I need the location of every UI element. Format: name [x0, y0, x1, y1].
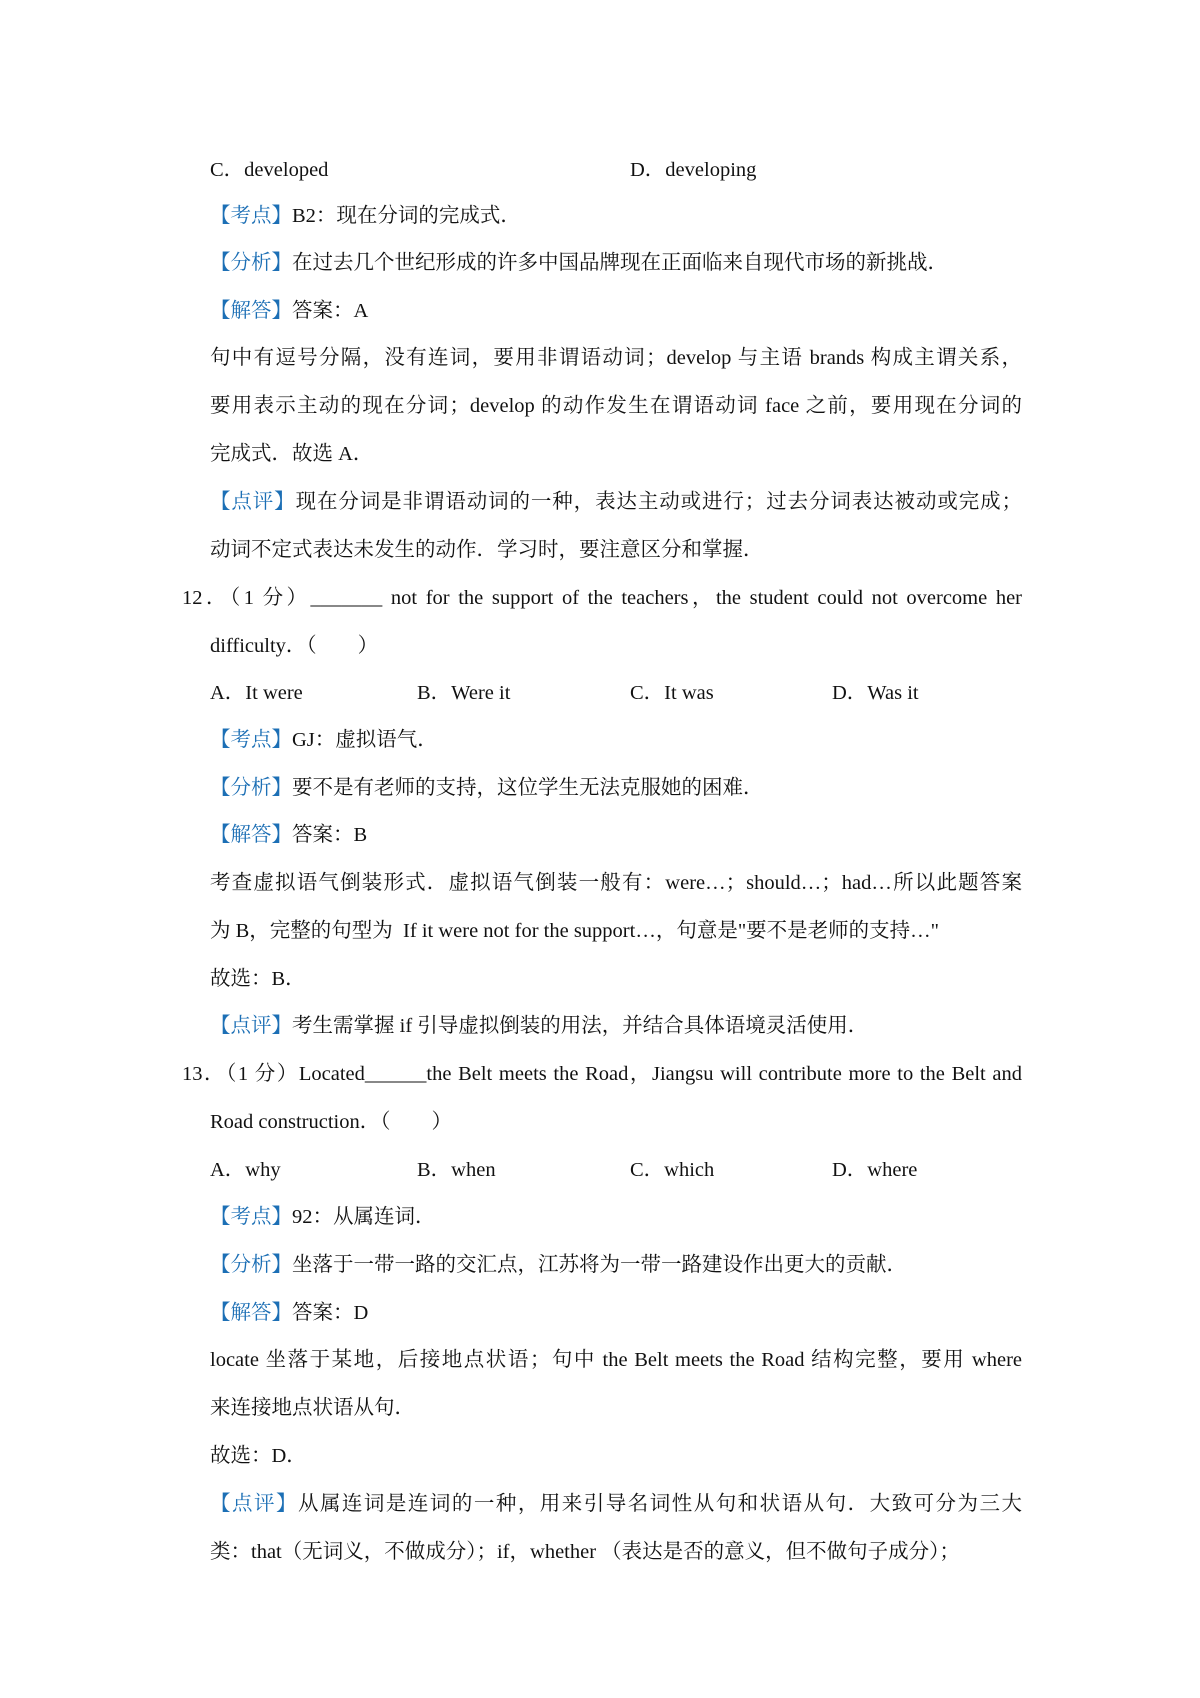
fenxi-text: 坐落于一带一路的交汇点，江苏将为一带一路建设作出更大的贡献． [292, 1254, 907, 1276]
jieda-tag: 【解答】 [210, 1302, 292, 1324]
dianping-tag: 【点评】 [210, 491, 296, 513]
fenxi-row [210, 1251, 907, 1279]
question-stem: 13．（1 分）Located______the Belt meets the Road，Jiangsu will contribute more to the Belt and [182, 1063, 1022, 1085]
kaodian-text: B2：现在分词的完成式． [292, 205, 521, 227]
question-stem: 12．（1 分）_______ not for the support of the teachers，the student could not overcome her [182, 587, 1022, 609]
fenxi-tag: 【分析】 [210, 777, 292, 799]
question-stem: Road construction．（ ） [210, 1111, 452, 1133]
option-d: D．Was it [832, 682, 919, 704]
explain-line: 故选：D． [210, 1445, 307, 1467]
dianping-line: 类：that（无词义，不做成分）；if，whether （表达是否的意义，但不做句子成分）； [210, 1541, 960, 1563]
jieda-row [210, 1299, 368, 1327]
kaodian-tag: 【考点】 [210, 205, 292, 227]
option-c: C．developed [210, 159, 329, 181]
explain-line: 完成式．故选 A． [210, 443, 374, 465]
question-stem: difficulty．（ ） [210, 635, 379, 657]
kaodian-text: GJ：虚拟语气． [292, 729, 438, 751]
kaodian-row [210, 726, 438, 754]
explain-line: locate 坐落于某地，后接地点状语；句中 the Belt meets the Road 结构完整，要用 where [210, 1349, 1022, 1371]
jieda-row [210, 821, 367, 849]
fenxi-tag: 【分析】 [210, 1254, 292, 1276]
option-c: C．which [630, 1159, 715, 1181]
option-c: C．It was [630, 682, 714, 704]
jieda-row [210, 297, 368, 325]
jieda-text: 答案：D [292, 1302, 369, 1324]
fenxi-text: 要不是有老师的支持，这位学生无法克服她的困难． [292, 777, 764, 799]
dianping-text: 从属连词是连词的一种，用来引导名词性从句和状语从句．大致可分为三大 [297, 1493, 1023, 1515]
jieda-text: 答案：B [292, 824, 368, 846]
dianping-row [210, 1012, 868, 1040]
fenxi-row [210, 249, 948, 277]
fenxi-tag: 【分析】 [210, 252, 292, 274]
option-b: B．when [417, 1159, 496, 1181]
dianping-row [210, 488, 1022, 516]
explain-line: 故选：B． [210, 968, 306, 990]
explain-line: 句中有逗号分隔，没有连词，要用非谓语动词；develop 与主语 brands 构成主谓关系， [210, 347, 1022, 369]
dianping-tag: 【点评】 [210, 1015, 292, 1037]
dianping-row [210, 1490, 1022, 1518]
option-d: D．developing [630, 159, 757, 181]
option-a: A．why [210, 1159, 281, 1181]
explain-line: 考查虚拟语气倒装形式．虚拟语气倒装一般有：were…；should…；had…所以此题答案 [210, 872, 1022, 894]
option-a: A．It were [210, 682, 303, 704]
fenxi-text: 在过去几个世纪形成的许多中国品牌现在正面临来自现代市场的新挑战． [292, 252, 948, 274]
explain-line: 为 B，完整的句型为 If it were not for the support…，句意是"要不是老师的支持…" [210, 920, 940, 942]
option-b: B．Were it [417, 682, 511, 704]
dianping-line: 动词不定式表达未发生的动作．学习时，要注意区分和掌握． [210, 539, 764, 561]
option-d: D．where [832, 1159, 918, 1181]
kaodian-text: 92：从属连词． [292, 1206, 436, 1228]
dianping-tag: 【点评】 [210, 1493, 298, 1515]
kaodian-row [210, 202, 521, 230]
dianping-text: 考生需掌握 if 引导虚拟倒装的用法，并结合具体语境灵活使用． [292, 1015, 869, 1037]
jieda-tag: 【解答】 [210, 300, 292, 322]
jieda-text: 答案：A [292, 300, 369, 322]
explain-line: 来连接地点状语从句． [210, 1397, 415, 1419]
jieda-tag: 【解答】 [210, 824, 292, 846]
kaodian-row [210, 1203, 436, 1231]
kaodian-tag: 【考点】 [210, 1206, 292, 1228]
dianping-text: 现在分词是非谓语动词的一种，表达主动或进行；过去分词表达被动或完成； [295, 491, 1023, 513]
explain-line: 要用表示主动的现在分词；develop 的动作发生在谓语动词 face 之前，要用现在分词的 [210, 395, 1022, 417]
fenxi-row [210, 774, 764, 802]
kaodian-tag: 【考点】 [210, 729, 292, 751]
